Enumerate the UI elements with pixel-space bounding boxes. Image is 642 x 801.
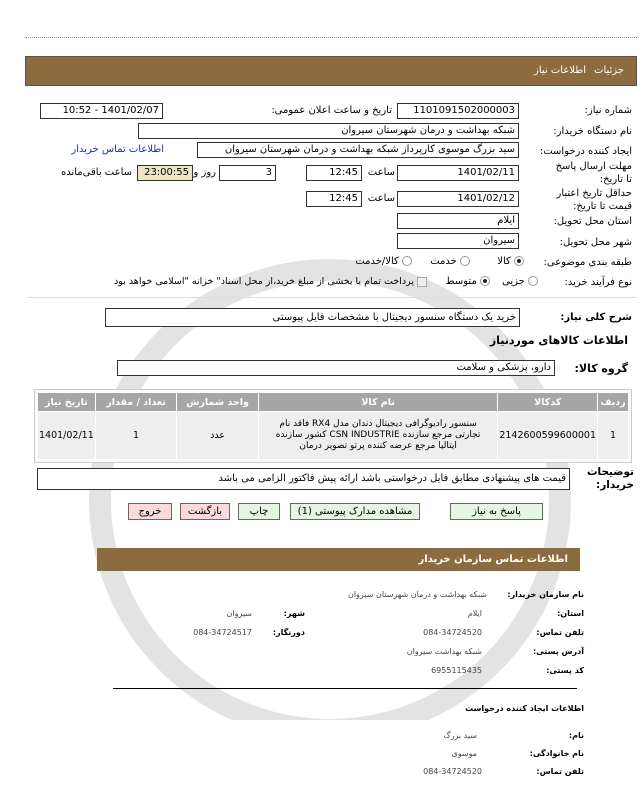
buyer-label: نام دستگاه خریدار: (553, 126, 632, 137)
radio-icon[interactable] (514, 256, 524, 266)
creator-phone-value: 084-34724520 (423, 767, 482, 776)
validity-date-field: 1401/02/12 (397, 191, 519, 207)
deadline-hour-label: ساعت (367, 167, 395, 178)
province-label: استان: (557, 609, 584, 618)
option-label: پرداخت تمام یا بخشی از مبلغ خرید،از محل اسناد" خزانه "اسلامی خواهد بود (114, 276, 414, 287)
deadline-time-field: 12:45 (306, 165, 362, 181)
goods-title: اطلاعات کالاهای موردنیاز (489, 334, 628, 347)
divider (25, 37, 637, 38)
remaining-label: ساعت باقی‌مانده (60, 167, 132, 178)
category-goods[interactable] (497, 256, 524, 267)
family-value: موسوی (451, 749, 477, 758)
buyer-field: شبکه بهداشت و درمان شهرستان سیروان (138, 123, 519, 139)
cell-name: سنسور رادیوگرافی دیجیتال دندان مدل RX4 فاقد نام تجارتی مرجع سازنده CSN INDUSTRIE کشور سازنده ایتالیا مرجع عرضه کننده پرتو تصویر درمان (258, 412, 497, 460)
col-date: تاریخ نیاز (38, 393, 96, 412)
process-medium[interactable] (445, 276, 490, 287)
creator-title: اطلاعات ایجاد کننده درخواست (465, 704, 584, 713)
group-field: دارو، پزشکی و سلامت (117, 360, 555, 376)
deadline-date-field: 1401/02/11 (397, 165, 519, 181)
summary-field: خرید یک دستگاه سنسور دیجیتال با مشخصات فایل پیوستی (105, 308, 520, 327)
radio-icon[interactable] (402, 256, 412, 266)
province-field: ایلام (397, 213, 519, 229)
city-value: سیروان (226, 609, 252, 618)
col-row: ردیف (598, 393, 629, 412)
summary-section (27, 297, 637, 301)
creator-phone-label: تلفن تماس: (536, 767, 584, 776)
days-label: روز و (193, 167, 216, 178)
radio-icon[interactable] (480, 276, 490, 286)
address-label: آدرس پستی: (533, 647, 584, 656)
radio-icon[interactable] (460, 256, 470, 266)
option-label: کالا (497, 256, 511, 267)
cell-unit: عدد (177, 412, 259, 460)
option-label: کالا/خدمت (355, 256, 399, 267)
creator-field: سید بزرگ موسوی کارپرداز شبکه بهداشت و درمان شهرستان سیروان (197, 142, 519, 158)
city-label: شهر: (283, 609, 305, 618)
need-number-label: شماره نیاز: (584, 105, 632, 116)
postal-value: 6955115435 (431, 666, 482, 675)
fax-value: 084-34724517 (193, 628, 252, 637)
name-value: سید بزرگ (443, 731, 477, 740)
notes-label: توضیحات خریدار: (586, 466, 634, 491)
back-button[interactable]: بازگشت (180, 503, 230, 520)
name-label: نام: (568, 731, 584, 740)
tab-details[interactable]: جزئیات (594, 65, 624, 76)
days-field: 3 (219, 165, 276, 181)
checkbox-icon[interactable] (417, 277, 427, 287)
process-partial[interactable] (502, 276, 538, 287)
table-header (38, 393, 629, 412)
summary-label: شرح کلی نیاز: (560, 312, 632, 323)
org-value: شبکه بهداشت و درمان شهرستان سیروان (347, 590, 487, 599)
postal-label: کد پستی: (546, 666, 584, 675)
col-name: نام کالا (258, 393, 497, 412)
validity-label: حداقل تاریخ اعتبار قیمت تا تاریخ: (556, 188, 632, 212)
address-value: شبکه بهداشت سیروان (406, 647, 482, 656)
option-label: جزیی (501, 276, 525, 287)
contact-title: اطلاعات تماس سازمان خریدار (418, 554, 568, 565)
city-field: سیروان (397, 233, 519, 249)
phone-value: 084-34724520 (423, 628, 482, 637)
creator-label: ایجاد کننده درخواست: (539, 146, 632, 157)
category-service[interactable] (430, 256, 470, 267)
buyer-contact-link[interactable]: اطلاعات تماس خریدار (71, 144, 164, 155)
group-label: گروه کالا: (574, 362, 628, 375)
contact-divider (113, 688, 577, 689)
print-button[interactable]: چاپ (238, 503, 280, 520)
goods-table-wrap (34, 389, 632, 463)
fax-label: دورنگار: (272, 628, 305, 637)
org-label: نام سازمان خریدار: (507, 590, 584, 599)
notes-field: قیمت های پیشنهادی مطابق فایل درخواستی باشد ارائه پیش فاکتور الزامی می باشد (37, 468, 570, 490)
city-label: شهر محل تحویل: (559, 237, 632, 248)
treasury-payment-checkbox[interactable] (114, 276, 427, 287)
goods-table (37, 392, 629, 460)
col-code: کدکالا (498, 393, 598, 412)
option-label: متوسط (445, 276, 477, 287)
validity-time-field: 12:45 (306, 191, 362, 207)
remaining-time: 23:00:55 (137, 165, 193, 181)
cell-date: 1401/02/11 (38, 412, 96, 460)
validity-hour-label: ساعت (367, 193, 395, 204)
option-label: خدمت (430, 256, 457, 267)
exit-button[interactable]: خروج (128, 503, 172, 520)
col-qty: تعداد / مقدار (95, 393, 177, 412)
attachments-button[interactable]: مشاهده مدارک پیوستی (1) (290, 503, 420, 520)
need-number-field: 1101091502000003 (397, 103, 519, 119)
province-label: استان محل تحویل: (553, 216, 632, 227)
phone-label: تلفن تماس: (536, 628, 584, 637)
contact-header (97, 548, 580, 571)
cell-row: 1 (598, 412, 629, 460)
reply-button[interactable]: پاسخ به نیاز (450, 503, 543, 520)
announce-field: 1401/02/07 - 10:52 (40, 103, 163, 119)
cell-code: 2142600599600001 (498, 412, 598, 460)
category-label: طبقه بندی موضوعی: (543, 257, 632, 268)
family-label: نام خانوادگی: (529, 749, 584, 758)
col-unit: واحد شمارش (177, 393, 259, 412)
cell-qty: 1 (95, 412, 177, 460)
table-row (38, 412, 629, 460)
deadline-label: مهلت ارسال پاسخ تا تاریخ: (555, 161, 632, 185)
announce-label: تاریخ و ساعت اعلان عمومی: (271, 105, 392, 116)
category-goods-service[interactable] (355, 256, 412, 267)
header-bar (25, 56, 637, 86)
process-label: نوع فرآیند خرید: (564, 277, 632, 288)
radio-icon[interactable] (528, 276, 538, 286)
province-value: ایلام (467, 609, 482, 618)
tab-need-info[interactable]: اطلاعات نیاز (534, 65, 586, 76)
